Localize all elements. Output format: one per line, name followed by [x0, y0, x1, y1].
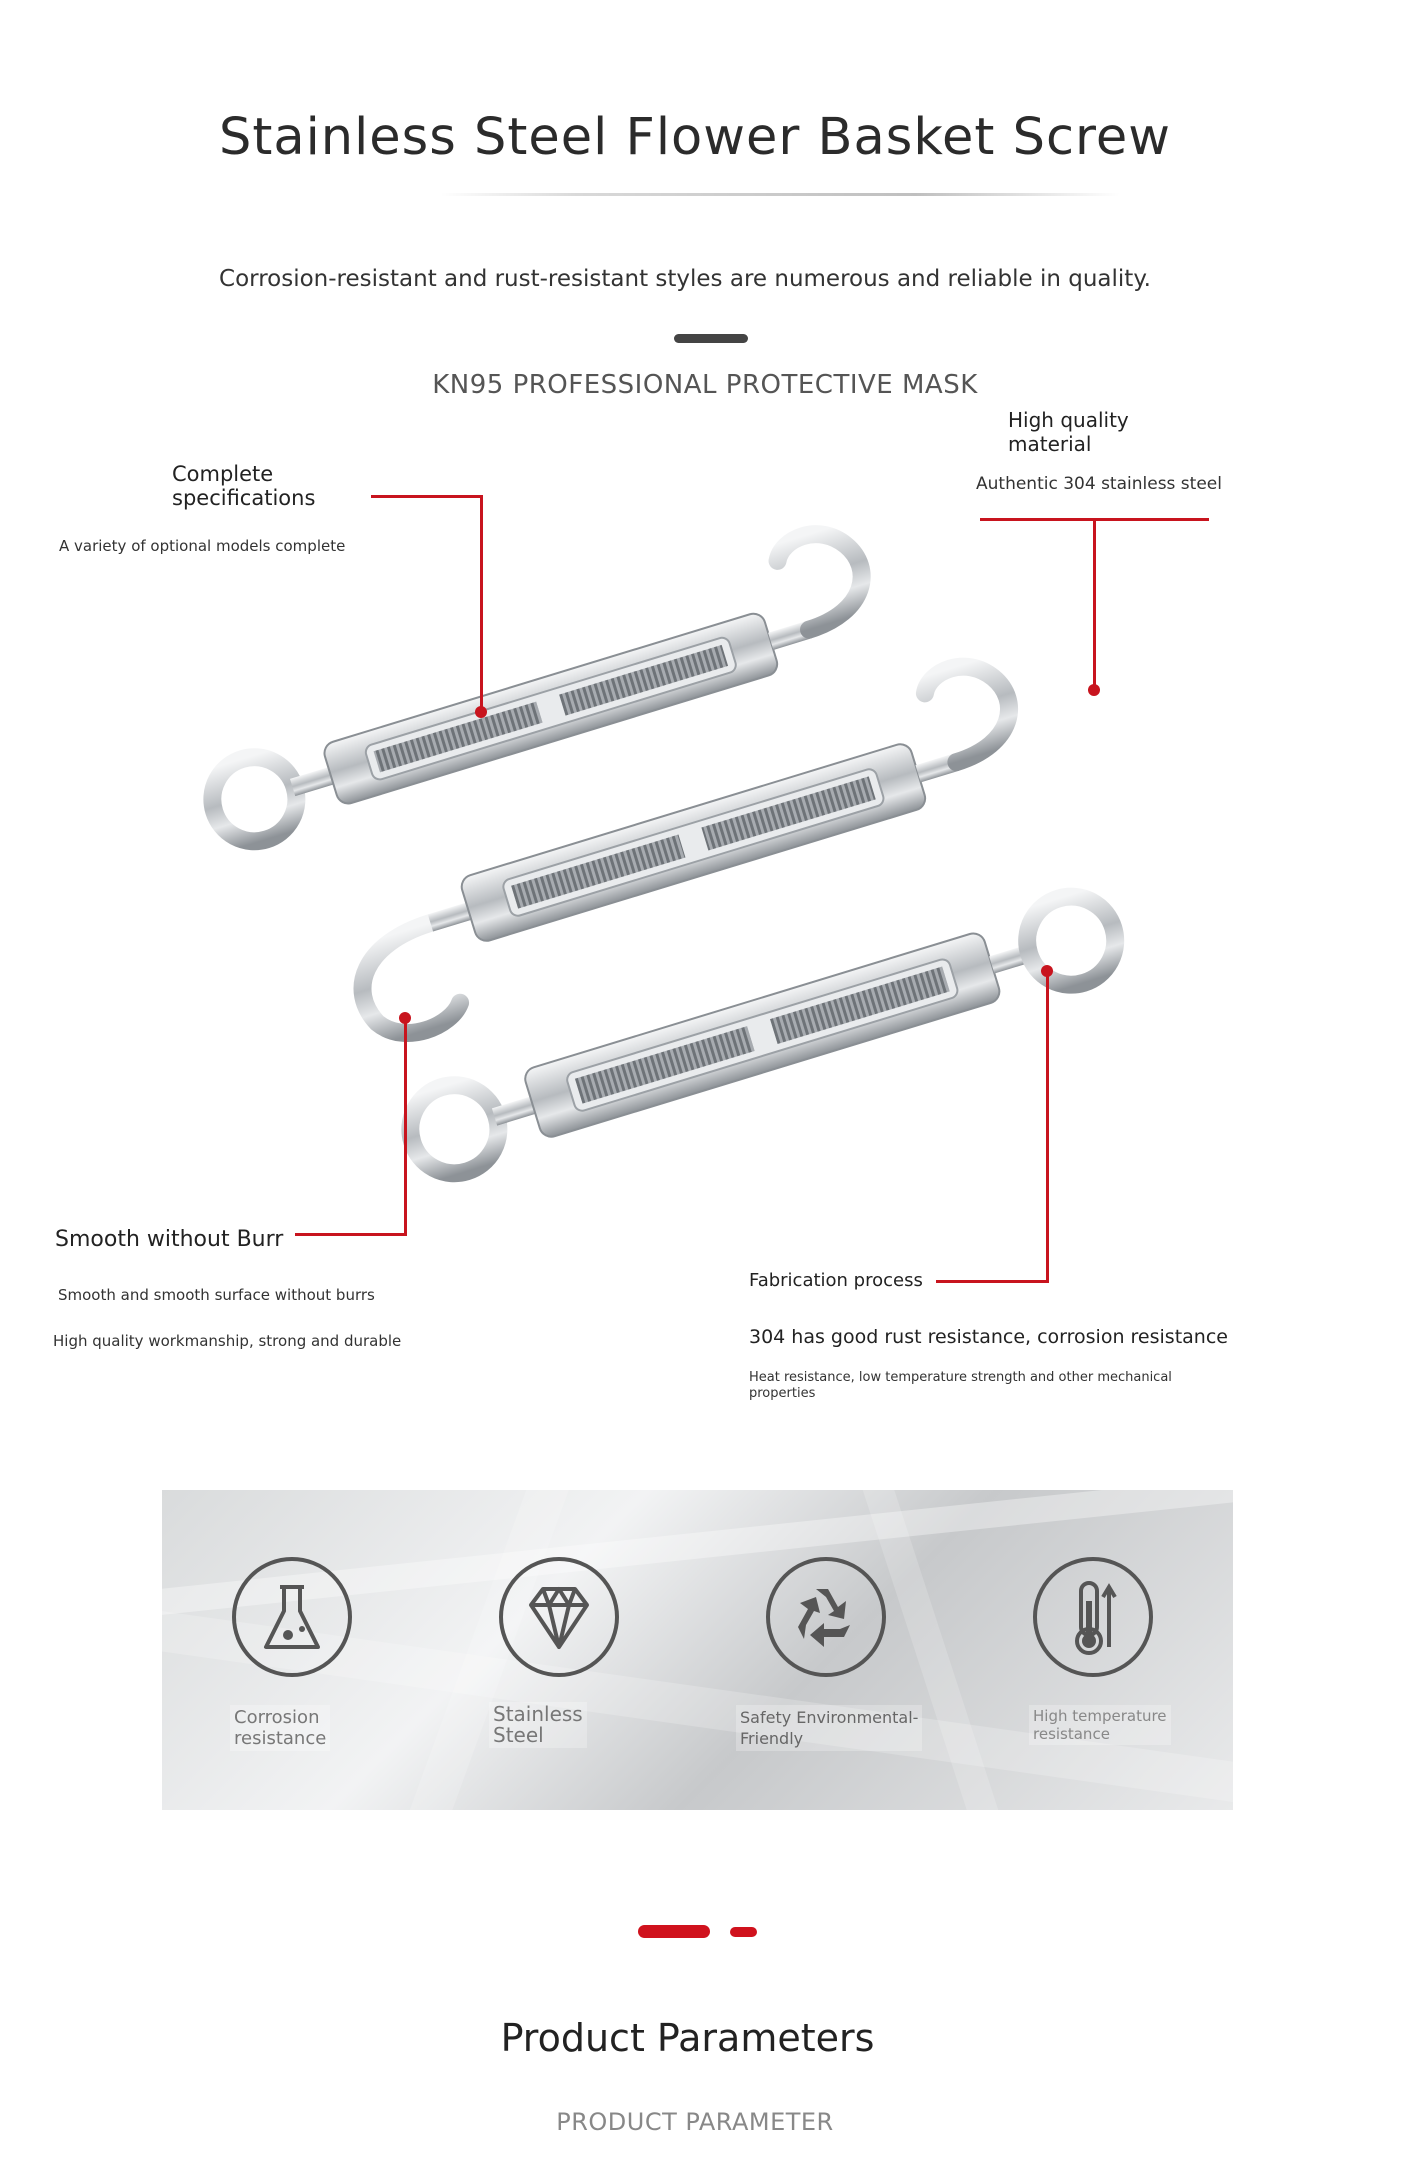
callout-complete-line-h — [371, 495, 483, 498]
feature-stainless-label: Stainless Steel — [489, 1702, 587, 1748]
thermometer-icon — [1031, 1555, 1155, 1679]
feature-stainless — [429, 1490, 696, 1810]
callout-smooth-desc2: High quality workmanship, strong and durable — [53, 1332, 402, 1350]
callout-complete-desc: A variety of optional models complete — [59, 537, 346, 555]
turnbuckle-illustration — [150, 500, 1300, 1260]
section-tag: KN95 PROFESSIONAL PROTECTIVE MASK — [432, 370, 978, 400]
page-subtitle: Corrosion-resistant and rust-resistant styles are numerous and reliable in quality. — [219, 266, 1151, 292]
callout-fab-desc1: 304 has good rust resistance, corrosion resistance — [749, 1326, 1228, 1348]
diamond-icon — [497, 1555, 621, 1679]
params-subtitle: PRODUCT PARAMETER — [556, 2108, 834, 2136]
callout-material-desc: Authentic 304 stainless steel — [976, 474, 1222, 494]
callout-smooth-line-h — [295, 1233, 407, 1236]
callout-material-title: High quality material — [1008, 408, 1129, 456]
params-divider-long — [638, 1925, 710, 1938]
callout-smooth-title: Smooth without Burr — [55, 1227, 284, 1252]
feature-eco-label: Safety Environmental- Friendly — [736, 1705, 922, 1751]
feature-eco — [696, 1490, 963, 1810]
features-panel — [162, 1490, 1233, 1810]
callout-fab-line-v — [1046, 970, 1049, 1283]
callout-complete-title: Complete specifications — [172, 462, 316, 510]
flask-icon — [230, 1555, 354, 1679]
callout-fab-dot — [1041, 965, 1053, 977]
section-divider — [674, 334, 748, 343]
callout-complete-dot — [475, 706, 487, 718]
callout-fab-desc2: Heat resistance, low temperature strength and other mechanical properties — [749, 1370, 1172, 1401]
callout-fab-title: Fabrication process — [749, 1270, 923, 1291]
callout-complete-line-v — [480, 495, 483, 712]
callout-fab-line-h — [936, 1280, 1049, 1283]
callout-smooth-desc1: Smooth and smooth surface without burrs — [58, 1286, 375, 1304]
page-title: Stainless Steel Flower Basket Screw — [219, 108, 1171, 167]
params-title: Product Parameters — [500, 2016, 875, 2060]
feature-corrosion-label: Corrosion resistance — [230, 1705, 330, 1751]
feature-temperature-label: High temperature resistance — [1029, 1705, 1171, 1745]
callout-material-line-v — [1093, 518, 1096, 688]
title-underline — [440, 193, 1120, 196]
callout-smooth-dot — [399, 1012, 411, 1024]
callout-smooth-line-v — [404, 1018, 407, 1236]
callout-material-dot — [1088, 684, 1100, 696]
feature-temperature — [963, 1490, 1230, 1810]
params-divider-short — [730, 1927, 757, 1937]
recycle-icon — [764, 1555, 888, 1679]
feature-corrosion — [162, 1490, 429, 1810]
